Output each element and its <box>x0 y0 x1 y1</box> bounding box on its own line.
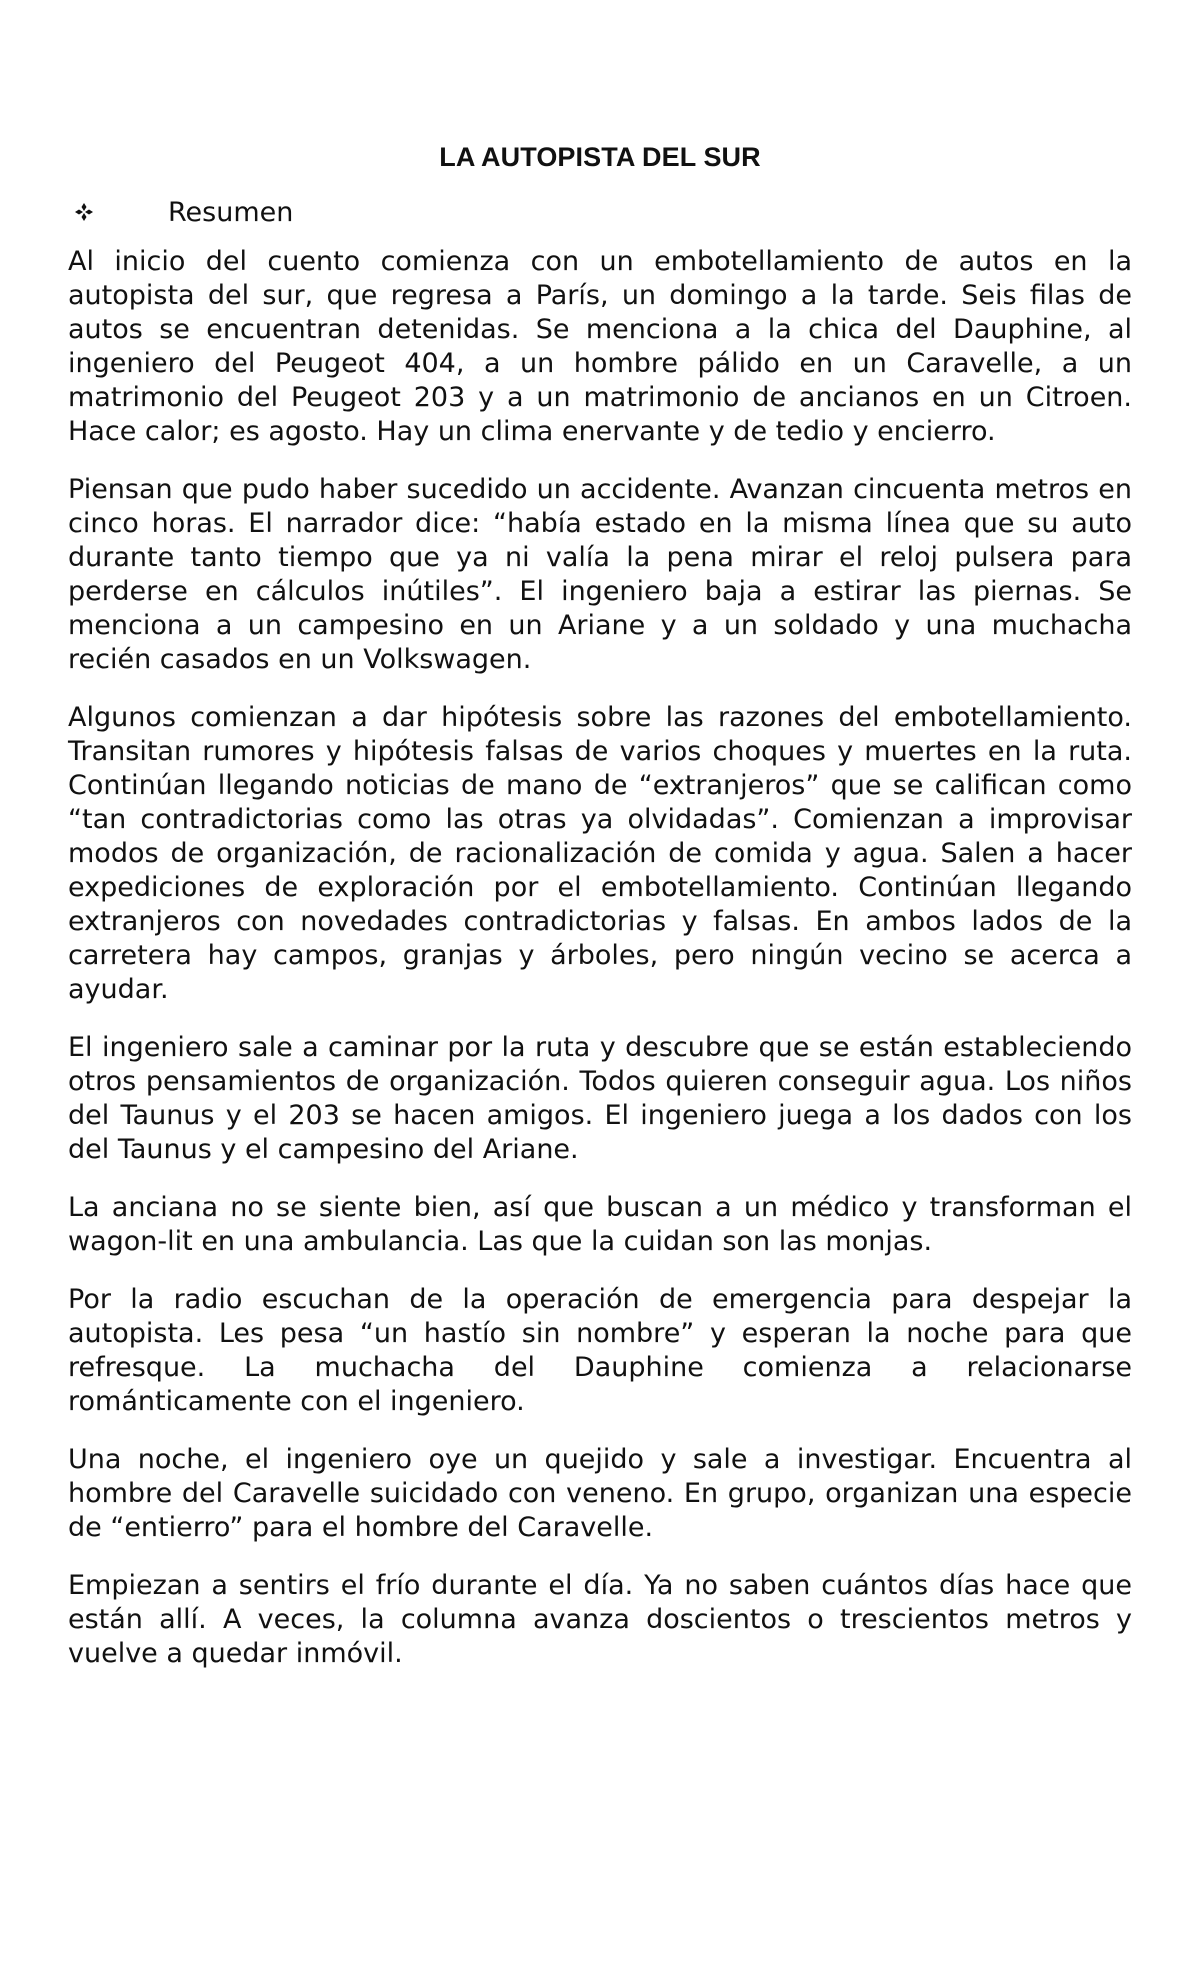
paragraph: Algunos comienzan a dar hipótesis sobre las razones del embotellamiento. Transitan rumores y hipótesis falsas de varios choques y muertes en la ruta. Continúan llegando noticias de mano de “extranjeros” que se califican como “tan contradictorias como las otras ya olvidadas”. Comienzan a improvisar modos de organización, de racionalización de comida y agua. Salen a hacer expediciones de exploración por el embotellamiento. Continúan llegando extranjeros con novedades contradictorias y falsas. En ambos lados de la carretera hay campos, granjas y árboles, pero ningún vecino se acerca a ayudar. <box>68 702 1132 1005</box>
paragraph: Al inicio del cuento comienza con un embotellamiento de autos en la autopista del sur, que regresa a París, un domingo a la tarde. Seis filas de autos se encuentran detenidas. Se menciona a la chica del Dauphine, al ingeniero del Peugeot 404, a un hombre pálido en un Caravelle, a un matrimonio del Peugeot 203 y a un matrimonio de ancianos en un Citroen. Hace calor; es agosto. Hay un clima enervante y de tedio y encierro. <box>68 246 1132 447</box>
section-heading <box>68 195 1132 229</box>
paragraph: Piensan que pudo haber sucedido un accidente. Avanzan cincuenta metros en cinco horas. El narrador dice: “había estado en la misma línea que su auto durante tanto tiempo que ya ni valía la pena mirar el reloj pulsera para perderse en cálculos inútiles”. El ingeniero baja a estirar las piernas. Se menciona a un campesino en un Ariane y a un soldado y una muchacha recién casados en un Volkswagen. <box>68 474 1132 675</box>
paragraph: Empiezan a sentirs el frío durante el día. Ya no saben cuántos días hace que están allí. A veces, la columna avanza doscientos o trescientos metros y vuelve a quedar inmóvil. <box>68 1570 1132 1669</box>
diamond-bullet-icon <box>68 202 168 222</box>
document-title: LA AUTOPISTA DEL SUR <box>439 142 761 172</box>
paragraph: Una noche, el ingeniero oye un quejido y sale a investigar. Encuentra al hombre del Caravelle suicidado con veneno. En grupo, organizan una especie de “entierro” para el hombre del Caravelle. <box>68 1444 1132 1543</box>
paragraph: Por la radio escuchan de la operación de emergencia para despejar la autopista. Les pesa “un hastío sin nombre” y esperan la noche para que refresque. La muchacha del Dauphine comienza a relacionarse románticamente con el ingeniero. <box>68 1284 1132 1417</box>
section-heading-label: Resumen <box>168 196 294 228</box>
paragraph: El ingeniero sale a caminar por la ruta y descubre que se están estableciendo otros pensamientos de organización. Todos quieren conseguir agua. Los niños del Taunus y el 203 se hacen amigos. El ingeniero juega a los dados con los del Taunus y el campesino del Ariane. <box>68 1032 1132 1165</box>
paragraph: La anciana no se siente bien, así que buscan a un médico y transforman el wagon-lit en una ambulancia. Las que la cuidan son las monjas. <box>68 1192 1132 1257</box>
